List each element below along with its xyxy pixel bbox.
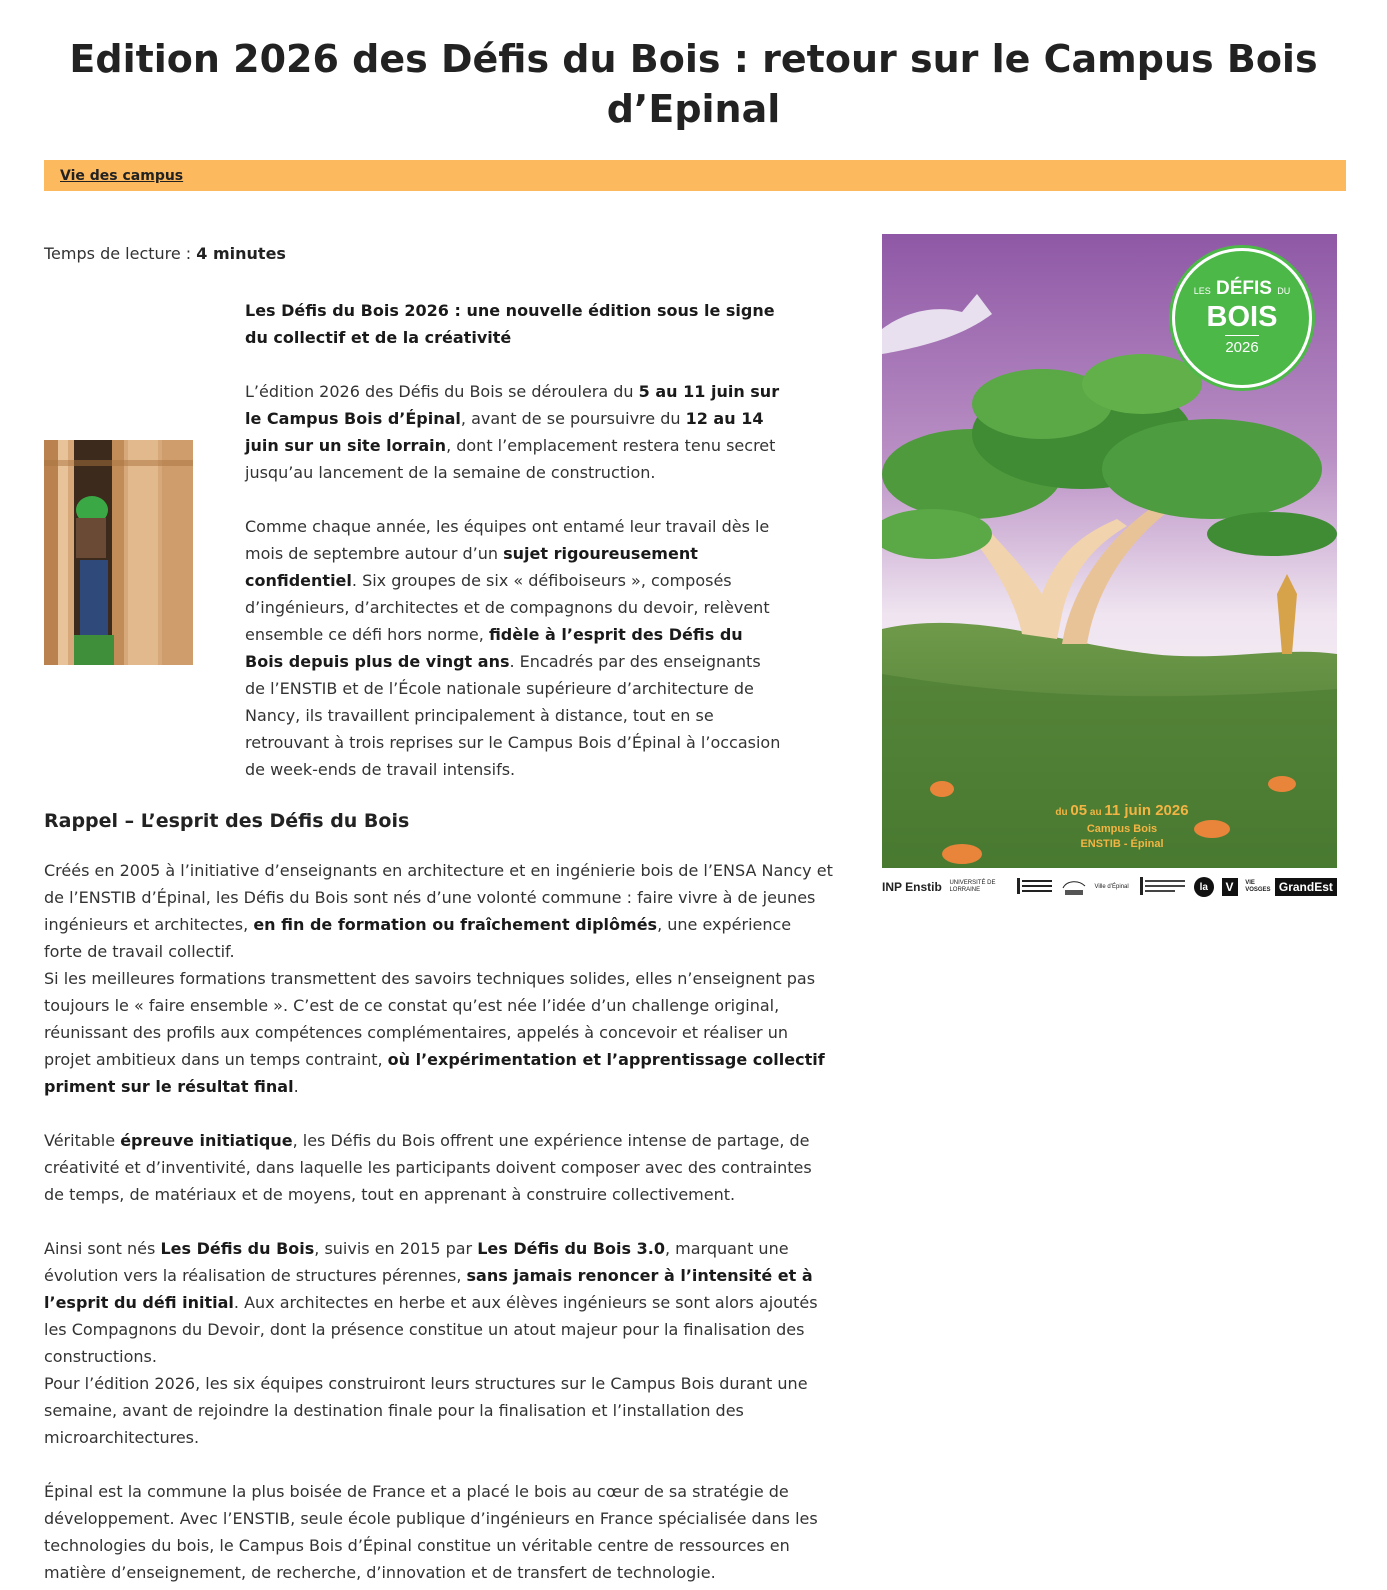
section-paragraph-1 <box>44 857 834 965</box>
text-run: . Six groupes de six « défiboiseurs », composés d’ingénieurs, d’architectes et de compagnons du devoir, relèvent ensemble ce défi hors norme, <box>245 571 770 644</box>
partner-logo: INP Enstib <box>882 880 942 894</box>
text-run: , les Défis du Bois offrent une expérience intense de partage, de créativité et d’inventivité, dans laquelle les participants doivent composer avec des contraintes de temps, de matériaux et de moyens, tout en apprenant à construire collectivement. <box>44 1131 812 1204</box>
bold-run: où l’expérimentation et l’apprentissage collectif priment sur le résultat final <box>44 1050 825 1096</box>
partner-logos <box>882 872 1337 902</box>
article-thumbnail[interactable] <box>44 440 193 665</box>
section-body <box>44 857 834 1586</box>
bold-run: sujet rigoureusement confidentiel <box>245 544 698 590</box>
poster-date <box>1012 802 1232 822</box>
partner-logo-icon <box>1140 877 1186 898</box>
bold-run: Les Défis du Bois 3.0 <box>477 1239 665 1258</box>
text-run: Ainsi sont nés <box>44 1239 161 1258</box>
bold-run: sans jamais renoncer à l’intensité et à l’esprit du défi initial <box>44 1266 813 1312</box>
intro-paragraph-1 <box>245 378 785 486</box>
text-run: , une expérience forte de travail collectif. <box>44 915 792 961</box>
poster-badge <box>1172 248 1312 388</box>
section-paragraph-6: Épinal est la commune la plus boisée de France et a placé le bois au cœur de sa stratégie de développement. Avec l’ENSTIB, seule école publique d’ingénieurs en France spécialisée dans les technologies du bois, le Campus Bois d’Épinal constitue un véritable centre de ressources en matière d’enseignement, de recherche, d’innovation et de transfert de technologie. <box>44 1482 818 1582</box>
reading-time <box>44 244 286 263</box>
intro-heading <box>245 297 785 351</box>
reading-time-label: Temps de lecture : <box>44 244 197 263</box>
page-title: Edition 2026 des Défis du Bois : retour sur le Campus Bois d’Epinal <box>69 37 1318 131</box>
poster-date-end: 11 juin 2026 <box>1104 802 1189 819</box>
section-paragraph-2 <box>44 965 834 1100</box>
badge-defis: DÉFIS <box>1216 278 1272 299</box>
bold-run: 5 au 11 juin sur le Campus Bois d’Épinal <box>245 382 780 428</box>
intro-paragraph-2 <box>245 513 785 783</box>
text-run: Véritable <box>44 1131 121 1150</box>
text-run: L’édition 2026 des Défis du Bois se déroulera du <box>245 382 639 401</box>
badge-du: DU <box>1277 286 1291 296</box>
section-paragraph-5: Pour l’édition 2026, les six équipes construiront leurs structures sur le Campus Bois durant une semaine, avant de rejoindre la destination finale pour la finalisation et l’installation des microarchitectures. <box>44 1374 808 1447</box>
partner-logo-icon <box>1061 874 1087 901</box>
bold-run: fidèle à l’esprit des Défis du Bois depuis plus de vingt ans <box>245 625 743 671</box>
text-run: , dont l’emplacement restera tenu secret jusqu’au lancement de la semaine de construction. <box>245 436 776 482</box>
badge-top-line <box>1194 278 1291 302</box>
badge-les: LES <box>1193 286 1211 296</box>
section-paragraph-4 <box>44 1235 834 1370</box>
badge-bois: BOIS <box>1206 301 1278 333</box>
bold-run: épreuve initiatique <box>120 1131 293 1150</box>
section-paragraph-3 <box>44 1127 834 1208</box>
intro-block <box>245 297 785 810</box>
poster-date-au: au <box>1087 807 1105 818</box>
partner-logo: VIE VOSGES <box>1245 880 1271 893</box>
bold-run: Les Défis du Bois <box>160 1239 315 1258</box>
text-run: . <box>293 1077 299 1096</box>
reading-time-value: 4 minutes <box>196 244 286 263</box>
bold-run: 12 au 14 juin sur un site lorrain <box>245 409 764 455</box>
partner-logo-icon <box>1017 878 1053 897</box>
badge-year: 2026 <box>1225 335 1258 358</box>
partner-logo: V <box>1222 878 1238 896</box>
text-run: . Encadrés par des enseignants de l’ENSTIB et de l’École nationale supérieure d’architecture de Nancy, ils travaillent principalement à distance, tout en se retrouvant à trois reprises sur le Campus Bois d’Épinal à l’occasion de week-ends de travail intensifs. <box>245 652 781 779</box>
partner-logo: UNIVERSITÉ DE LORRAINE <box>949 880 996 893</box>
intro-heading-text: Les Défis du Bois 2026 : une nouvelle édition sous le signe du collectif et de la créativité <box>245 301 775 347</box>
poster-org: ENSTIB - Épinal <box>1080 838 1164 850</box>
thumbnail-image <box>44 440 193 665</box>
event-poster[interactable] <box>882 234 1337 868</box>
poster-place: Campus Bois <box>1086 823 1158 835</box>
text-run: , marquant une évolution vers la réalisation de structures pérennes, <box>44 1239 789 1285</box>
poster-caption <box>1012 802 1232 852</box>
text-run: Si les meilleures formations transmettent des savoirs techniques solides, elles n’enseignent pas toujours le « faire ensemble ». C’est de ce constat qu’est née l’idée d’un challenge original, réunissant des profils aux compétences complémentaires, appelés à concevoir et réaliser un projet ambitieux dans un temps contraint, <box>44 969 816 1069</box>
category-link[interactable]: Vie des campus <box>60 167 184 184</box>
text-run: . Aux architectes en herbe et aux élèves ingénieurs se sont alors ajoutés les Compagnons du Devoir, dont la présence constitue un atout majeur pour la finalisation des constructions. <box>44 1293 818 1366</box>
text-run: Comme chaque année, les équipes ont entamé leur travail dès le mois de septembre autour d’un <box>245 517 770 563</box>
section-heading: Rappel – L’esprit des Défis du Bois <box>44 810 410 832</box>
partner-logo: la <box>1194 877 1214 897</box>
text-run: Créés en 2005 à l’initiative d’enseignants en architecture et en ingénierie bois de l’ENSA Nancy et de l’ENSTIB d’Épinal, les Défis du Bois sont nés d’une volonté commune : faire vivre à de jeunes ingénieurs et architectes, <box>44 861 833 934</box>
text-run: , avant de se poursuivre du <box>460 409 686 428</box>
partner-logo: GrandEst <box>1275 878 1337 896</box>
category-bar <box>44 160 1346 191</box>
partner-logo: Ville d’Épinal <box>1094 883 1129 890</box>
poster-date-du: du <box>1055 807 1071 818</box>
bold-run: en fin de formation ou fraîchement diplômés <box>253 915 658 934</box>
text-run: , suivis en 2015 par <box>314 1239 478 1258</box>
poster-date-start: 05 <box>1070 802 1088 819</box>
